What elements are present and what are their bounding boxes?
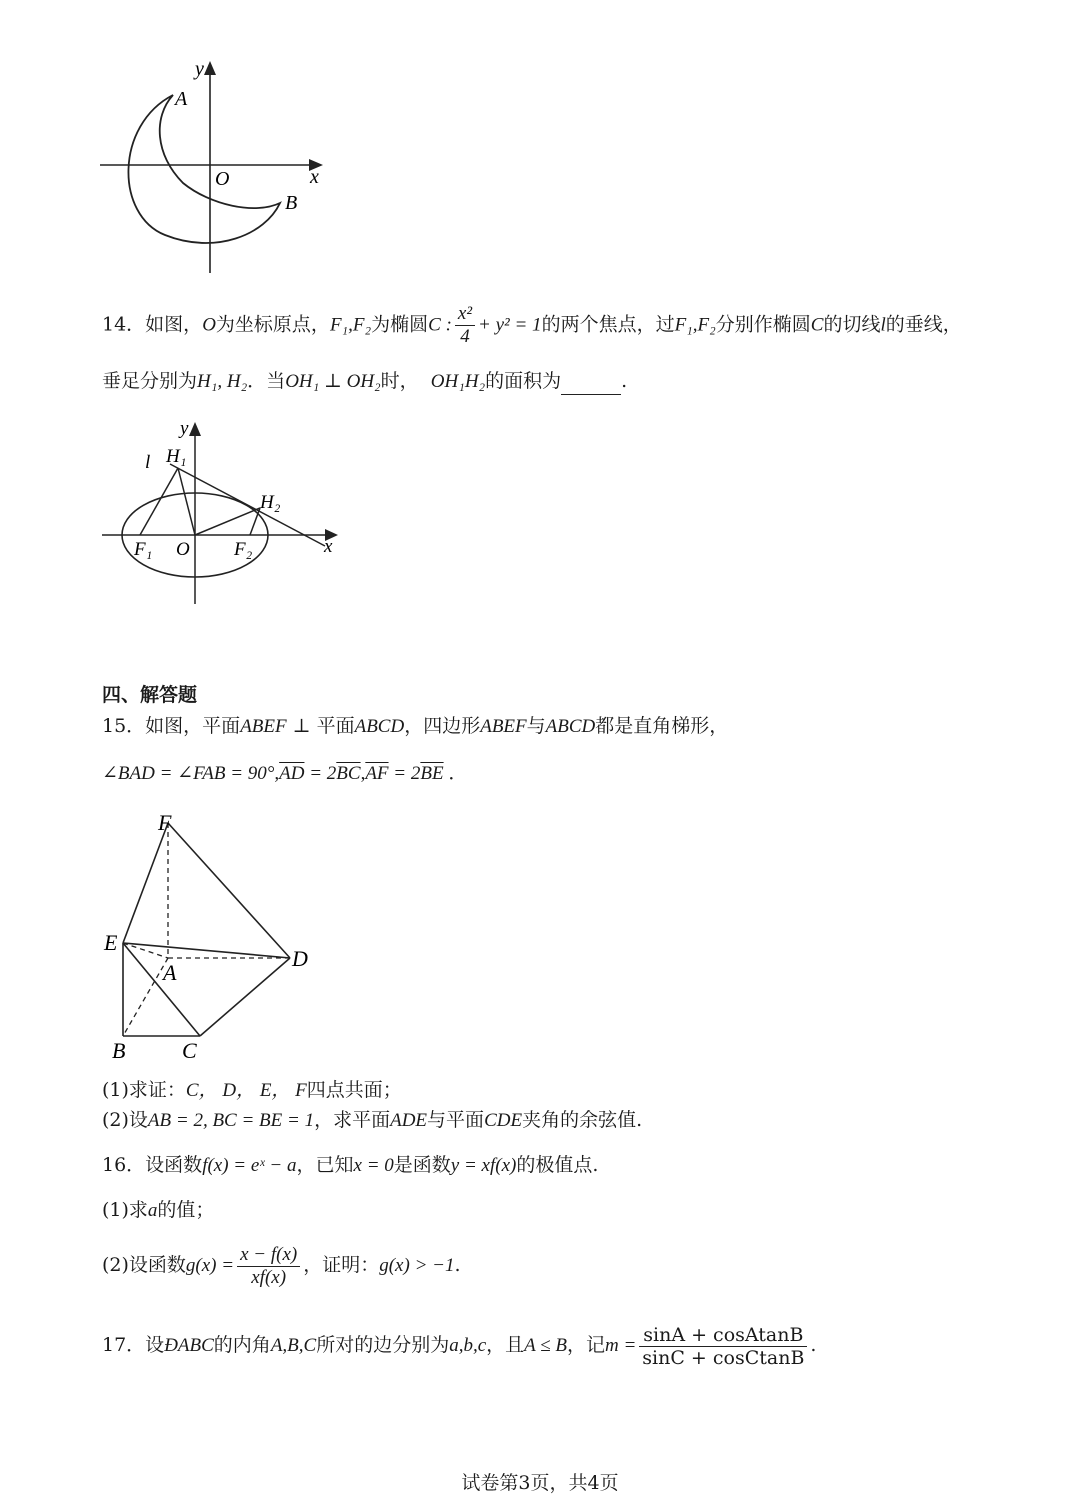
g-fraction: $\frac{x - f(x)}{xf(x)}$: [237, 1244, 300, 1289]
label-x: x: [324, 536, 333, 557]
q15-line2: ∠BAD = ∠FAB = $90^\circ,\overline{AD} = 2\overline{BC},\overline{AF} = 2\overline{BE}$ ．: [102, 763, 468, 784]
label-F2: F₂: [234, 539, 253, 560]
q14-line2: 垂足分别为H₁, H₂．当OH₁ ⊥ OH₂时， OH₁H₂的面积为 .: [102, 368, 627, 395]
ellipse-fraction: $\frac{\text{x²}}{4}$: [455, 303, 475, 348]
crescent-figure: [95, 55, 335, 280]
q16-part1: (1)求a的值；: [102, 1199, 215, 1221]
label-B: B: [285, 192, 298, 214]
label-A: A: [175, 88, 188, 110]
ellipse-figure: [100, 418, 350, 610]
label-D: D: [292, 946, 308, 971]
label-C: C: [182, 1038, 197, 1063]
solid-figure: [98, 808, 328, 1068]
q16-line1: 16．设函数f(x) = eˣ − a，已知x = 0是函数y = xf(x)的极值点.: [102, 1154, 599, 1176]
q16-part2: (2)设函数g(x) = $\frac{x - f(x)}{xf(x)}$ ，证明：g(x) > −1.: [102, 1243, 461, 1288]
q15-part1: (1)求证：C， D， E， F四点共面；: [102, 1079, 402, 1101]
label-y: y: [180, 418, 189, 439]
label-B: B: [112, 1038, 126, 1063]
q17-line1: 17．设ÐABC的内角A,B,C所对的边分别为a,b,c，且A ≤ B，记m = $\frac{\text{sinA + cosAtanB}}{\text{sinC + cosCtanB}}$ .: [102, 1323, 817, 1369]
label-y: y: [195, 58, 204, 80]
label-H2: H₂: [260, 492, 281, 513]
label-F1: F₁: [134, 539, 153, 560]
section-heading: 四、解答题: [102, 684, 198, 706]
q14-line1: 14．如图，O为坐标原点，F₁,F₂为椭圆C : $\frac{\text{x²}}{4}$ + y² = 1的两个焦点，过F₁,F₂分别作椭圆C的切线l的垂线，: [102, 303, 962, 347]
label-A: A: [163, 960, 177, 985]
page-footer: 试卷第3页，共4页: [461, 1472, 619, 1494]
answer-blank[interactable]: [561, 376, 621, 395]
q15-line1: 15．如图，平面ABEF ⊥ 平面ABCD，四边形ABEF与ABCD都是直角梯形，: [102, 715, 729, 737]
label-F: F: [158, 810, 172, 835]
label-l: l: [145, 452, 151, 473]
label-E: E: [104, 930, 118, 955]
m-fraction: $\frac{\text{sinA + cosAtanB}}{\text{sinC + cosCtanB}}$: [639, 1324, 807, 1369]
label-O: O: [215, 168, 230, 190]
label-O: O: [176, 539, 190, 560]
label-H1: H₁: [166, 446, 187, 467]
q15-part2: (2)设AB = 2, BC = BE = 1，求平面ADE与平面CDE夹角的余弦值.: [102, 1109, 643, 1131]
label-x: x: [310, 166, 319, 188]
